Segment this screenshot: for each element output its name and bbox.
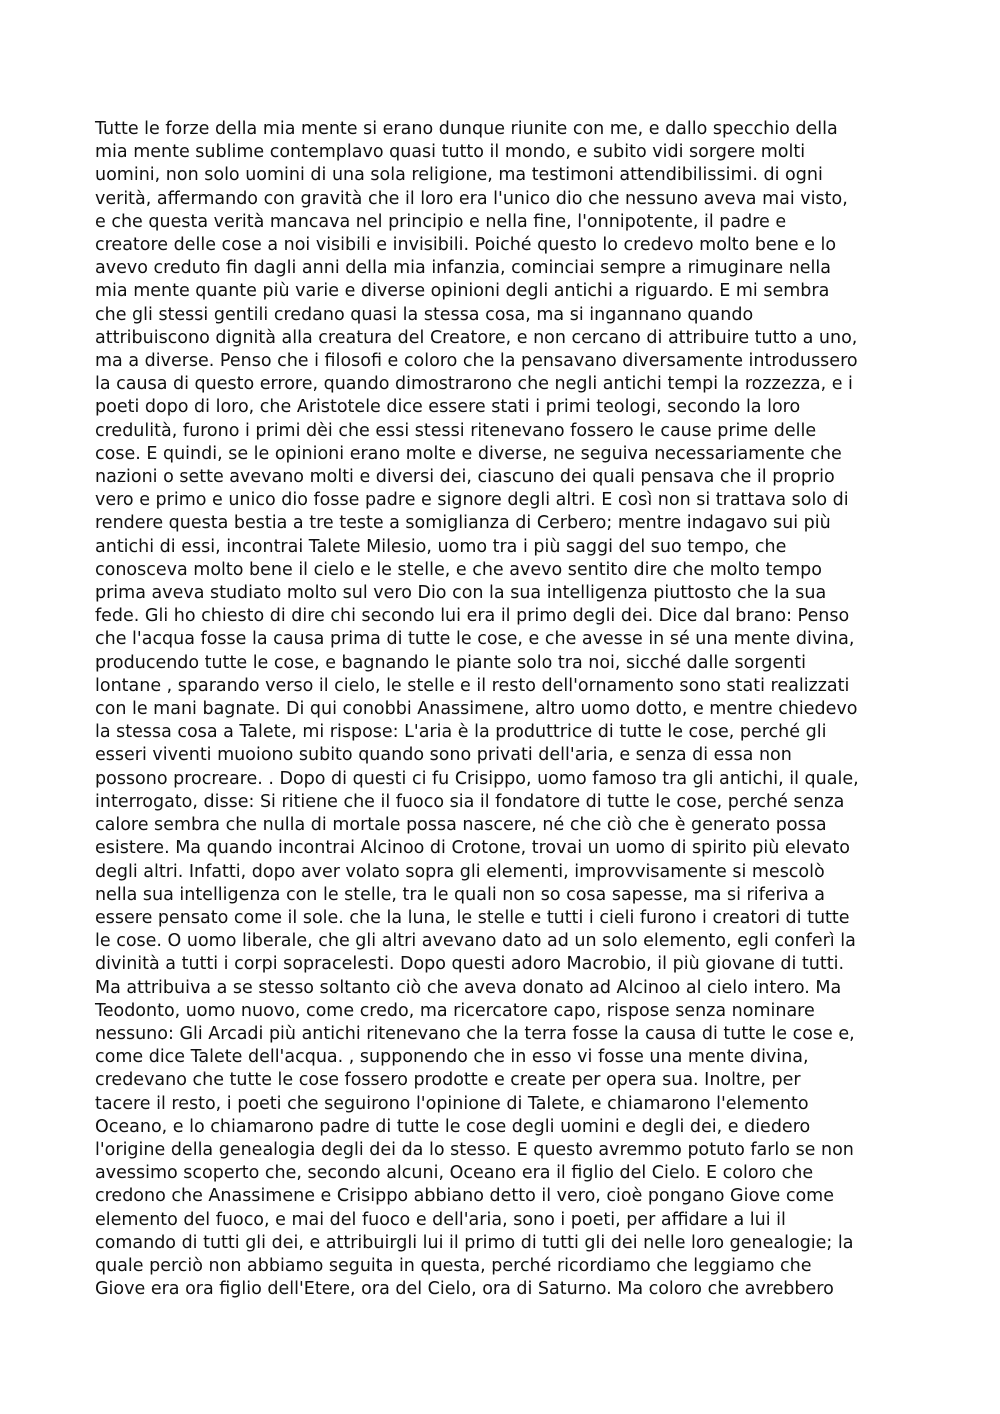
text-line: fede. Gli ho chiesto di dire chi secondo lui era il primo degli dei. Dice dal brano: Penso	[95, 606, 850, 627]
text-line: e che questa verità mancava nel principio e nella fine, l'onnipotente, il padre e	[95, 211, 787, 232]
text-line: poeti dopo di loro, che Aristotele dice essere stati i primi teologi, secondo la loro	[95, 397, 801, 418]
text-line: mia mente quante più varie e diverse opinioni degli antichi a riguardo. E mi sembra	[95, 281, 830, 302]
text-line: mia mente sublime contemplavo quasi tutto il mondo, e subito vidi sorgere molti	[95, 142, 806, 163]
text-line: Teodonto, uomo nuovo, come credo, ma ricercatore capo, rispose senza nominare	[95, 1000, 815, 1021]
text-line: Giove era ora figlio dell'Etere, ora del Cielo, ora di Saturno. Ma coloro che avrebbero	[95, 1279, 834, 1300]
text-line: nazioni o sette avevano molti e diversi dei, ciascuno dei quali pensava che il proprio	[95, 467, 835, 488]
text-line: tacere il resto, i poeti che seguirono l'opinione di Talete, e chiamarono l'elemento	[95, 1093, 809, 1114]
text-line: Oceano, e lo chiamarono padre di tutte le cose degli uomini e degli dei, e diedero	[95, 1116, 811, 1137]
text-line: ma a diverse. Penso che i filosofi e coloro che la pensavano diversamente introdussero	[95, 351, 858, 372]
text-line: creatore delle cose a noi visibili e invisibili. Poiché questo lo credevo molto bene e lo	[95, 235, 837, 256]
text-line: con le mani bagnate. Di qui conobbi Anassimene, altro uomo dotto, e mentre chiedevo	[95, 699, 858, 720]
text-line: vero e primo e unico dio fosse padre e signore degli altri. E così non si trattava solo di	[95, 490, 849, 511]
text-line: credono che Anassimene e Crisippo abbiano detto il vero, cioè pongano Giove come	[95, 1186, 834, 1207]
text-line: comando di tutti gli dei, e attribuirgli lui il primo di tutti gli dei nelle loro genealogie; la	[95, 1232, 854, 1253]
text-line: la stessa cosa a Talete, mi rispose: L'aria è la produttrice di tutte le cose, perché gli	[95, 722, 827, 743]
text-line: nessuno: Gli Arcadi più antichi ritenevano che la terra fosse la causa di tutte le cose e,	[95, 1023, 855, 1044]
text-line: cose. E quindi, se le opinioni erano molte e diverse, ne seguiva necessariamente che	[95, 443, 842, 464]
text-line: divinità a tutti i corpi sopracelesti. Dopo questi adoro Macrobio, il più giovane di tutti.	[95, 954, 845, 975]
text-line: antichi di essi, incontrai Talete Milesio, uomo tra i più saggi del suo tempo, che	[95, 536, 787, 557]
text-line: nella sua intelligenza con le stelle, tra le quali non so cosa sapesse, ma si riferiva a	[95, 884, 825, 905]
text-line: uomini, non solo uomini di una sola religione, ma testimoni attendibilissimi. di ogni	[95, 165, 823, 186]
text-line: che l'acqua fosse la causa prima di tutte le cose, e che avesse in sé una mente divina,	[95, 629, 855, 650]
text-line: possono procreare. . Dopo di questi ci fu Crisippo, uomo famoso tra gli antichi, il quale,	[95, 768, 859, 789]
text-line: credulità, furono i primi dèi che essi stessi ritenevano fossero le cause prime delle	[95, 420, 817, 441]
text-line: esseri viventi muoiono subito quando sono privati dell'aria, e senza di essa non	[95, 745, 792, 766]
text-line: Ma attribuiva a se stesso soltanto ciò che aveva donato ad Alcinoo al cielo intero. Ma	[95, 977, 842, 998]
text-line: avevo creduto fin dagli anni della mia infanzia, cominciai sempre a rimuginare nella	[95, 258, 831, 279]
text-line: producendo tutte le cose, e bagnando le piante solo tra noi, sicché dalle sorgenti	[95, 652, 806, 673]
text-line: essere pensato come il sole. che la luna, le stelle e tutti i cieli furono i creatori di tutte	[95, 907, 850, 928]
text-line: rendere questa bestia a tre teste a somiglianza di Cerbero; mentre indagavo sui più	[95, 513, 831, 534]
text-line: che gli stessi gentili credano quasi la stessa cosa, ma si ingannano quando	[95, 304, 754, 325]
text-line: prima aveva studiato molto sul vero Dio con la sua intelligenza piuttosto che la sua	[95, 583, 827, 604]
text-line: esistere. Ma quando incontrai Alcinoo di Crotone, trovai un uomo di spirito più elevato	[95, 838, 850, 859]
text-line: la causa di questo errore, quando dimostrarono che negli antichi tempi la rozzezza, e i	[95, 374, 853, 395]
text-line: Tutte le forze della mia mente si erano dunque riunite con me, e dallo specchio della	[95, 119, 838, 139]
text-line: calore sembra che nulla di mortale possa nascere, né che ciò che è generato possa	[95, 815, 827, 836]
text-line: interrogato, disse: Si ritiene che il fuoco sia il fondatore di tutte le cose, perché senza	[95, 791, 845, 812]
text-line: conosceva molto bene il cielo e le stelle, e che avevo sentito dire che molto tempo	[95, 559, 822, 580]
text-line: lontane , sparando verso il cielo, le stelle e il resto dell'ornamento sono stati realizzati	[95, 675, 850, 696]
text-line: degli altri. Infatti, dopo aver volato sopra gli elementi, improvvisamente si mescolò	[95, 861, 825, 882]
text-line: quale perciò non abbiamo seguita in questa, perché ricordiamo che leggiamo che	[95, 1255, 812, 1276]
text-line: l'origine della genealogia degli dei da lo stesso. E questo avremmo potuto farlo se non	[95, 1139, 854, 1160]
text-line: avessimo scoperto che, secondo alcuni, Oceano era il figlio del Cielo. E coloro che	[95, 1163, 814, 1184]
text-line: le cose. O uomo liberale, che gli altri avevano dato ad un solo elemento, egli conferì la	[95, 931, 856, 952]
text-line: come dice Talete dell'acqua. , supponendo che in esso vi fosse una mente divina,	[95, 1047, 809, 1068]
text-line: attribuiscono dignità alla creatura del Creatore, e non cercano di attribuire tutto a uno,	[95, 327, 858, 348]
body-paragraph	[95, 118, 915, 1301]
text-line: verità, affermando con gravità che il loro era l'unico dio che nessuno aveva mai visto,	[95, 188, 848, 209]
text-line: credevano che tutte le cose fossero prodotte e create per opera sua. Inoltre, per	[95, 1070, 801, 1091]
text-line: elemento del fuoco, e mai del fuoco e dell'aria, sono i poeti, per affidare a lui il	[95, 1209, 786, 1230]
